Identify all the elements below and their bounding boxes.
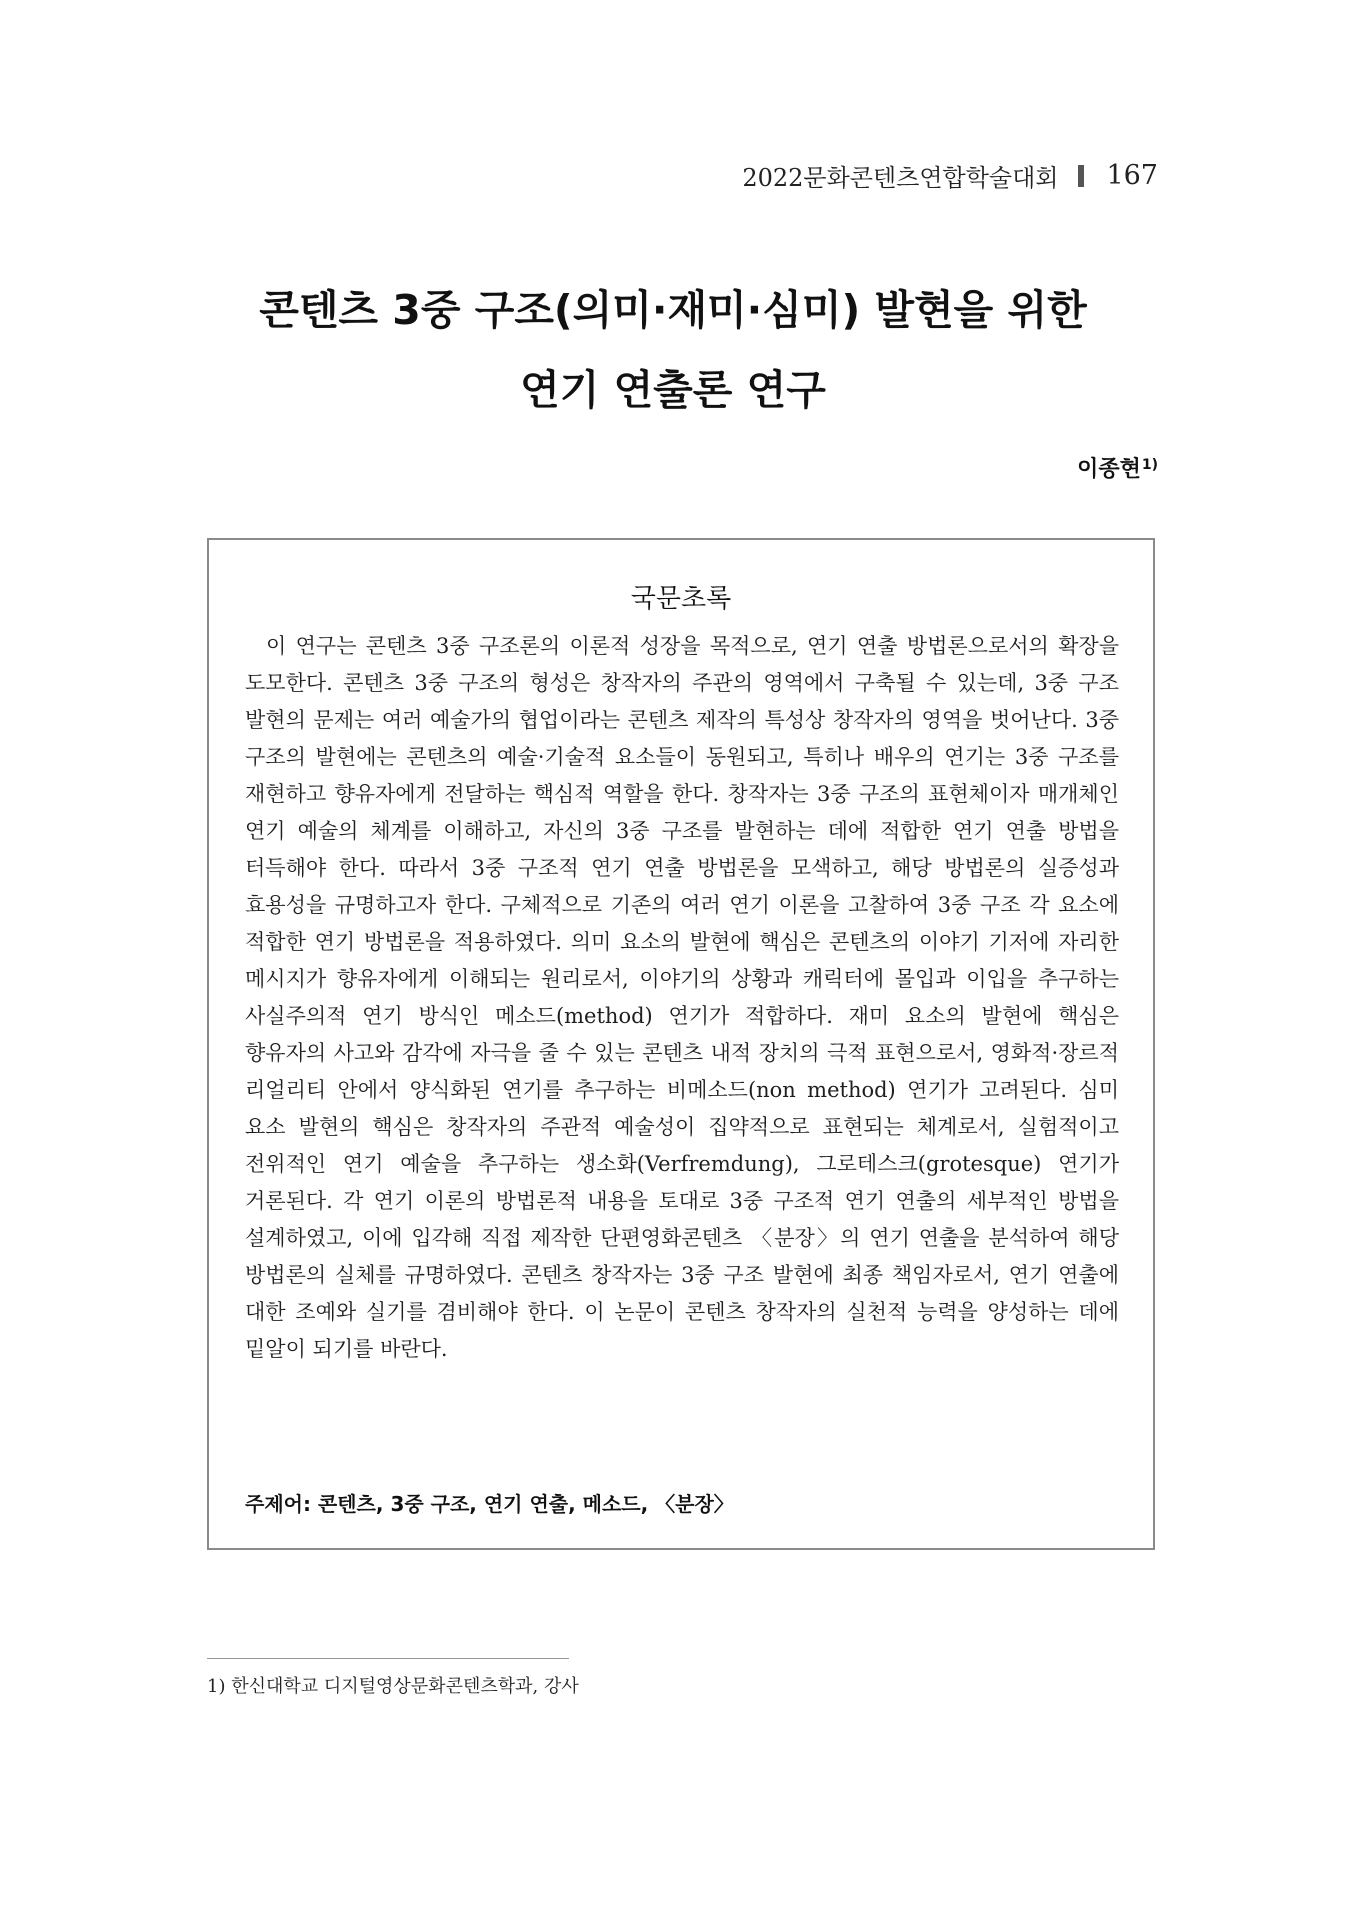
abstract-heading: 국문초록 <box>630 584 732 614</box>
footnote-divider <box>207 1658 569 1659</box>
author <box>1077 452 1158 483</box>
title-line-1: 콘텐츠 3중 구조(의미·재미·심미) 발현을 위한 <box>259 286 1087 334</box>
running-title: 2022문화콘텐츠연합학술대회 <box>742 164 1059 192</box>
footnote: 1) 한신대학교 디지털영상문화콘텐츠학과, 강사 <box>207 1676 579 1697</box>
abstract-body: 이 연구는 콘텐츠 3중 구조론의 이론적 성장을 목적으로, 연기 연출 방법론으로서의 확장을 도모한다. 콘텐츠 3중 구조의 형성은 창작자의 주관의 영역에서 구축될 수 있는데, 3중 구조 발현의 문제는 여러 예술가의 협업이라는 콘텐츠 제작의 특성상 창작자의 영역을 벗어난다. 3중 구조의 발현에는 콘텐츠의 예술·기술적 요소들이 동원되고, 특히나 배우의 연기는 3중 구조를 재현하고 향유자에게 전달하는 핵심적 역할을 한다. 창작자는 3중 구조의 표현체이자 매개체인 연기 예술의 체계를 이해하고, 자신의 3중 구조를 발현하는 데에 적합한 연기 연출 방법을 터득해야 한다. 따라서 3중 구조적 연기 연출 방법론을 모색하고, 해당 방법론의 실증성과 효용성을 규명하고자 한다. 구체적으로 기존의 여러 연기 이론을 고찰하여 3중 구조 각 요소에 적합한 연기 방법론을 적용하였다. 의미 요소의 발현에 핵심은 콘텐츠의 이야기 기저에 자리한 메시지가 향유자에게 이해되는 원리로서, 이야기의 상황과 캐릭터에 몰입과 이입을 추구하는 사실주의적 연기 방식인 메소드(method) 연기가 적합하다. 재미 요소의 발현에 핵심은 향유자의 사고와 감각에 자극을 줄 수 있는 콘텐츠 내적 장치의 극적 표현으로서, 영화적·장르적 리얼리티 안에서 양식화된 연기를 추구하는 비메소드(non method) 연기가 고려된다. 심미 요소 발현의 핵심은 창작자의 주관적 예술성이 집약적으로 표현되는 체계로서, 실험적이고 전위적인 연기 예술을 추구하는 생소화(Verfremdung), 그로테스크(grotesque) 연기가 거론된다. 각 연기 이론의 방법론적 내용을 토대로 3중 구조적 연기 연출의 세부적인 방법을 설계하였고, 이에 입각해 직접 제작한 단편영화콘텐츠 〈분장〉의 연기 연출을 분석하여 해당 방법론의 실체를 규명하였다. 콘텐츠 창작자는 3중 구조 발현에 최종 책임자로서, 연기 연출에 대한 조예와 실기를 겸비해야 한다. 이 논문이 콘텐츠 창작자의 실천적 능력을 양성하는 데에 밑알이 되기를 바란다. <box>245 634 1119 1361</box>
author-name: 이종현 <box>1077 457 1141 482</box>
abstract-box <box>207 538 1155 1550</box>
paper-title <box>0 270 1346 430</box>
title-line-2: 연기 연출론 연구 <box>520 366 826 414</box>
running-header <box>742 158 1158 193</box>
header-separator-bar <box>1078 165 1084 187</box>
keywords: 주제어: 콘텐츠, 3중 구조, 연기 연출, 메소드, 〈분장〉 <box>245 1492 734 1516</box>
page-number: 167 <box>1106 160 1158 191</box>
author-footnote-mark: 1) <box>1141 457 1158 473</box>
